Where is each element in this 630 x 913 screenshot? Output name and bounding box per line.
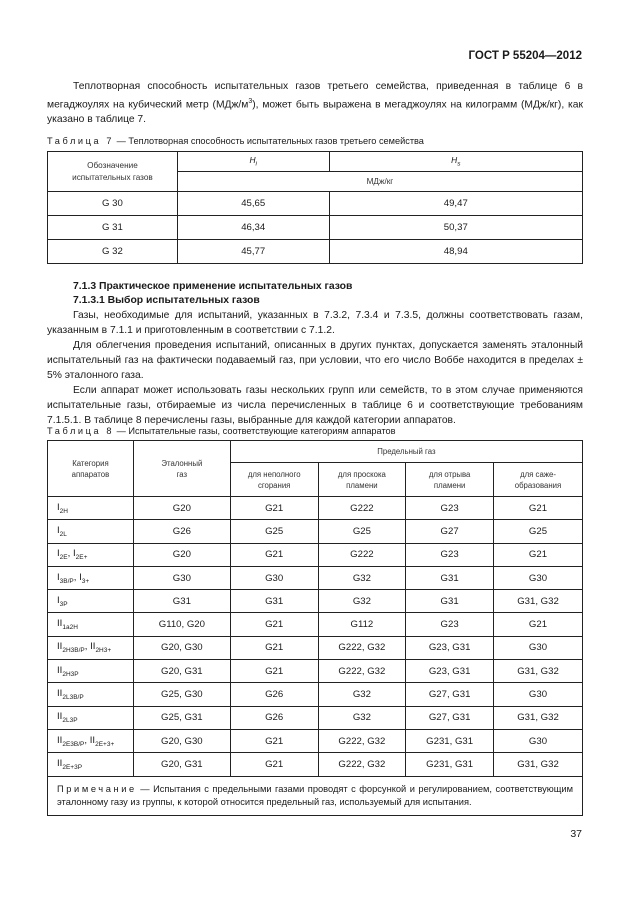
t8-cell-c4: G30 bbox=[494, 636, 583, 659]
t8-cell-c1: G21 bbox=[230, 729, 318, 752]
t8-cell-c2: G112 bbox=[318, 613, 406, 636]
t7-hs: 50,37 bbox=[329, 216, 582, 240]
t8-cell-c1: G21 bbox=[230, 613, 318, 636]
t8-cell-c4: G31, G32 bbox=[494, 590, 583, 613]
table-row bbox=[48, 636, 583, 659]
intro-sup: 3 bbox=[248, 98, 253, 105]
table-8 bbox=[47, 440, 583, 816]
t8-cell-c3: G23 bbox=[406, 613, 494, 636]
t8-category bbox=[48, 566, 134, 589]
t8-category bbox=[48, 729, 134, 752]
t8-cell-ref: G31 bbox=[133, 590, 230, 613]
t8-note bbox=[48, 776, 583, 815]
t8-cell-c3: G23 bbox=[406, 497, 494, 520]
t8-category bbox=[48, 683, 134, 706]
t8-col-reference: Эталонный газ bbox=[133, 441, 230, 497]
t8-col-limit: Предельный газ bbox=[230, 441, 582, 463]
t8-category bbox=[48, 753, 134, 776]
t8-cell-c3: G27, G31 bbox=[406, 706, 494, 729]
t8-category-symbol: II bbox=[57, 734, 63, 746]
t8-cell-c2: G32 bbox=[318, 590, 406, 613]
t8-subcol: для отрыва пламени bbox=[406, 463, 494, 497]
t8-category bbox=[48, 636, 134, 659]
t8-category-separator: , bbox=[67, 548, 73, 560]
t8-cell-ref: G25, G30 bbox=[133, 683, 230, 706]
t8-category-subscript: 3+ bbox=[81, 577, 90, 585]
t8-cell-ref: G26 bbox=[133, 520, 230, 543]
t8-category-symbol: II bbox=[57, 618, 63, 630]
t8-cell-ref: G20 bbox=[133, 497, 230, 520]
t8-category-symbol: II bbox=[90, 641, 96, 653]
t8-cell-c2: G222, G32 bbox=[318, 753, 406, 776]
t8-cell-c3: G23, G31 bbox=[406, 660, 494, 683]
t8-category-symbol: II bbox=[57, 711, 63, 723]
t8-cell-c3: G27, G31 bbox=[406, 683, 494, 706]
table-row bbox=[48, 660, 583, 683]
table-row bbox=[48, 590, 583, 613]
t8-cell-c2: G222, G32 bbox=[318, 636, 406, 659]
t8-cell-c3: G23 bbox=[406, 543, 494, 566]
t8-category-symbol: II bbox=[57, 664, 63, 676]
t8-cell-c2: G222 bbox=[318, 497, 406, 520]
t8-cell-ref: G110, G20 bbox=[133, 613, 230, 636]
t8-cell-c2: G32 bbox=[318, 706, 406, 729]
t7-hi: 46,34 bbox=[177, 216, 329, 240]
t8-cell-ref: G20 bbox=[133, 543, 230, 566]
t7-gas: G 31 bbox=[48, 216, 178, 240]
t8-cell-c4: G21 bbox=[494, 613, 583, 636]
t8-category-subscript: 2H3P bbox=[62, 670, 79, 678]
table-row bbox=[48, 729, 583, 752]
t8-category bbox=[48, 613, 134, 636]
t8-category-subscript: 2E3B/P bbox=[62, 740, 85, 748]
t8-cell-c4: G25 bbox=[494, 520, 583, 543]
t8-cell-c4: G31, G32 bbox=[494, 660, 583, 683]
intro-text-post: ), может быть выражена в мегаджоулях на килограмм (МДж/кг), как указано в таблице 7. bbox=[47, 99, 583, 126]
t7-col-name: Обозначение испытательных газов bbox=[48, 152, 178, 192]
t8-cell-ref: G20, G31 bbox=[133, 660, 230, 683]
t8-cell-c2: G222 bbox=[318, 543, 406, 566]
table-row bbox=[48, 683, 583, 706]
t7-col-hi bbox=[177, 152, 329, 172]
table-row bbox=[48, 543, 583, 566]
t8-category-symbol: I bbox=[57, 524, 60, 536]
t8-col-category: Категория аппаратов bbox=[48, 441, 134, 497]
table-row bbox=[48, 497, 583, 520]
t8-cell-c2: G222, G32 bbox=[318, 729, 406, 752]
t8-cell-c4: G21 bbox=[494, 497, 583, 520]
t8-category-symbol: I bbox=[57, 594, 60, 606]
section-paragraph-2: Для облегчения проведения испытаний, описанных в других пунктах, допускается заменять эталонный испытательный газ на фактически подаваемый газ, при условии, что его число Воббе находится в пределах ± 5% эталонного газа. bbox=[47, 340, 583, 381]
t8-cell-c1: G21 bbox=[230, 543, 318, 566]
t7-hs-sym: H bbox=[451, 155, 458, 166]
section-heading: 7.1.3 Практическое применение испытательных газов bbox=[73, 281, 353, 292]
t8-cell-c3: G31 bbox=[406, 566, 494, 589]
table7-caption-text: — Теплотворная способность испытательных газов третьего семейства bbox=[114, 136, 424, 146]
table-7 bbox=[47, 151, 583, 264]
t8-cell-c1: G30 bbox=[230, 566, 318, 589]
section-body bbox=[47, 308, 583, 428]
t7-unit: МДж/кг bbox=[177, 172, 582, 192]
t8-cell-c1: G25 bbox=[230, 520, 318, 543]
t8-cell-c2: G32 bbox=[318, 683, 406, 706]
t8-category-symbol: II bbox=[57, 641, 63, 653]
t8-note-label: Примечание bbox=[57, 783, 137, 794]
t8-category bbox=[48, 660, 134, 683]
subsection-heading: 7.1.3.1 Выбор испытательных газов bbox=[73, 295, 260, 306]
table8-caption-label: Таблица 8 bbox=[47, 426, 115, 436]
t8-category-subscript: 2H bbox=[59, 507, 68, 515]
t8-cell-c4: G31, G32 bbox=[494, 753, 583, 776]
table-row bbox=[48, 566, 583, 589]
t8-subcol: для проскока пламени bbox=[318, 463, 406, 497]
intro-paragraph bbox=[47, 79, 583, 127]
t8-category-symbol: I bbox=[57, 501, 60, 513]
t8-category-subscript: 2L bbox=[59, 530, 67, 538]
t7-hi-sym: H bbox=[249, 155, 256, 166]
t8-category-subscript: 3B/P bbox=[59, 577, 74, 585]
t8-cell-c3: G231, G31 bbox=[406, 753, 494, 776]
t7-hs: 49,47 bbox=[329, 192, 582, 216]
t8-cell-c1: G31 bbox=[230, 590, 318, 613]
t7-gas: G 32 bbox=[48, 240, 178, 264]
t8-cell-c2: G222, G32 bbox=[318, 660, 406, 683]
t8-cell-c4: G30 bbox=[494, 683, 583, 706]
t7-hs-sub: s bbox=[457, 160, 461, 168]
t8-cell-ref: G20, G30 bbox=[133, 729, 230, 752]
t7-hs: 48,94 bbox=[329, 240, 582, 264]
t8-category-subscript: 2L3P bbox=[62, 717, 78, 725]
t8-category-symbol: I bbox=[72, 548, 76, 560]
t8-cell-c1: G21 bbox=[230, 497, 318, 520]
t8-category-symbol: II bbox=[89, 734, 96, 746]
t8-cell-c3: G31 bbox=[406, 590, 494, 613]
t8-category bbox=[48, 706, 134, 729]
t8-category bbox=[48, 543, 134, 566]
t8-cell-ref: G30 bbox=[133, 566, 230, 589]
t8-category-separator: , bbox=[73, 571, 80, 583]
t8-category-subscript: 2E+ bbox=[75, 554, 88, 562]
t8-cell-c1: G21 bbox=[230, 753, 318, 776]
t8-category-symbol: II bbox=[57, 757, 63, 769]
t8-category-symbol: I bbox=[57, 548, 60, 560]
t8-category-separator: , bbox=[84, 734, 90, 746]
t8-cell-c4: G30 bbox=[494, 729, 583, 752]
document-header: ГОСТ Р 55204—2012 bbox=[468, 50, 582, 62]
t8-cell-c1: G26 bbox=[230, 706, 318, 729]
t8-cell-c4: G21 bbox=[494, 543, 583, 566]
t8-cell-ref: G20, G31 bbox=[133, 753, 230, 776]
table-row bbox=[48, 753, 583, 776]
t8-category-symbol: II bbox=[57, 688, 63, 700]
intro-text-pre: Теплотворная способность испытательных газов третьего семейства, приведенная в таблице 6 в мегаджоулях на кубический метр (МДж/м bbox=[47, 81, 583, 111]
t8-cell-c3: G27 bbox=[406, 520, 494, 543]
table-row bbox=[48, 613, 583, 636]
t8-category bbox=[48, 590, 134, 613]
t8-cell-c1: G21 bbox=[230, 636, 318, 659]
t8-category-separator: , bbox=[84, 641, 91, 653]
t8-category-subscript: 3P bbox=[59, 600, 68, 608]
t8-cell-c2: G25 bbox=[318, 520, 406, 543]
t8-note-text: — Испытания с предельными газами проводят с форсункой и регулированием, соответствующим эталонному газу из группы, к которой относится предельный газ, используемый для испытания. bbox=[57, 783, 573, 807]
t8-cell-c2: G32 bbox=[318, 566, 406, 589]
table7-caption bbox=[47, 136, 424, 146]
t8-cell-c3: G23, G31 bbox=[406, 636, 494, 659]
page-number: 37 bbox=[570, 828, 582, 840]
t7-hi-sub: i bbox=[255, 160, 257, 168]
t8-category bbox=[48, 497, 134, 520]
section-paragraph-3: Если аппарат может использовать газы нескольких групп или семейств, то в этом случае применяются испытательные газы, отбираемые из числа перечисленных в таблице 6 и соответствующие требованиям 7.1.5.1. В таблице 8 перечислены газы, выбранные для каждой категории аппаратов. bbox=[47, 385, 583, 426]
t8-category-subscript: 2E+3P bbox=[62, 763, 83, 771]
t8-cell-c4: G31, G32 bbox=[494, 706, 583, 729]
t7-hi: 45,77 bbox=[177, 240, 329, 264]
table7-caption-label: Таблица 7 bbox=[47, 136, 115, 146]
table8-caption bbox=[47, 426, 396, 436]
t8-category-symbol: I bbox=[79, 571, 82, 583]
t8-category-subscript: 2H3B/P bbox=[62, 647, 85, 655]
t8-cell-c1: G26 bbox=[230, 683, 318, 706]
t7-gas: G 30 bbox=[48, 192, 178, 216]
t8-cell-ref: G25, G31 bbox=[133, 706, 230, 729]
t8-category-subscript: 2E bbox=[59, 554, 68, 562]
t8-cell-c3: G231, G31 bbox=[406, 729, 494, 752]
table-row bbox=[48, 520, 583, 543]
t8-category-subscript: 2H3+ bbox=[95, 647, 112, 655]
t8-category-symbol: I bbox=[57, 571, 60, 583]
t8-category-subscript: 2L3B/P bbox=[62, 693, 84, 701]
t8-cell-ref: G20, G30 bbox=[133, 636, 230, 659]
t8-cell-c4: G30 bbox=[494, 566, 583, 589]
t8-cell-c1: G21 bbox=[230, 660, 318, 683]
t8-category-subscript: 1a2H bbox=[62, 624, 78, 632]
t8-category bbox=[48, 520, 134, 543]
t7-hi: 45,65 bbox=[177, 192, 329, 216]
t8-category-subscript: 2E+3+ bbox=[95, 740, 115, 748]
table8-caption-text: — Испытательные газы, соответствующие категориям аппаратов bbox=[114, 426, 396, 436]
section-paragraph-1: Газы, необходимые для испытаний, указанных в 7.3.2, 7.3.4 и 7.3.5, должны соответствовать газам, указанным в 7.1.1 и приготовленным в соответствии с 7.1.2. bbox=[47, 310, 583, 336]
table-row bbox=[48, 706, 583, 729]
t7-col-hs bbox=[329, 152, 582, 172]
t8-subcol: для неполного сгорания bbox=[230, 463, 318, 497]
t8-subcol: для саже-образования bbox=[494, 463, 583, 497]
